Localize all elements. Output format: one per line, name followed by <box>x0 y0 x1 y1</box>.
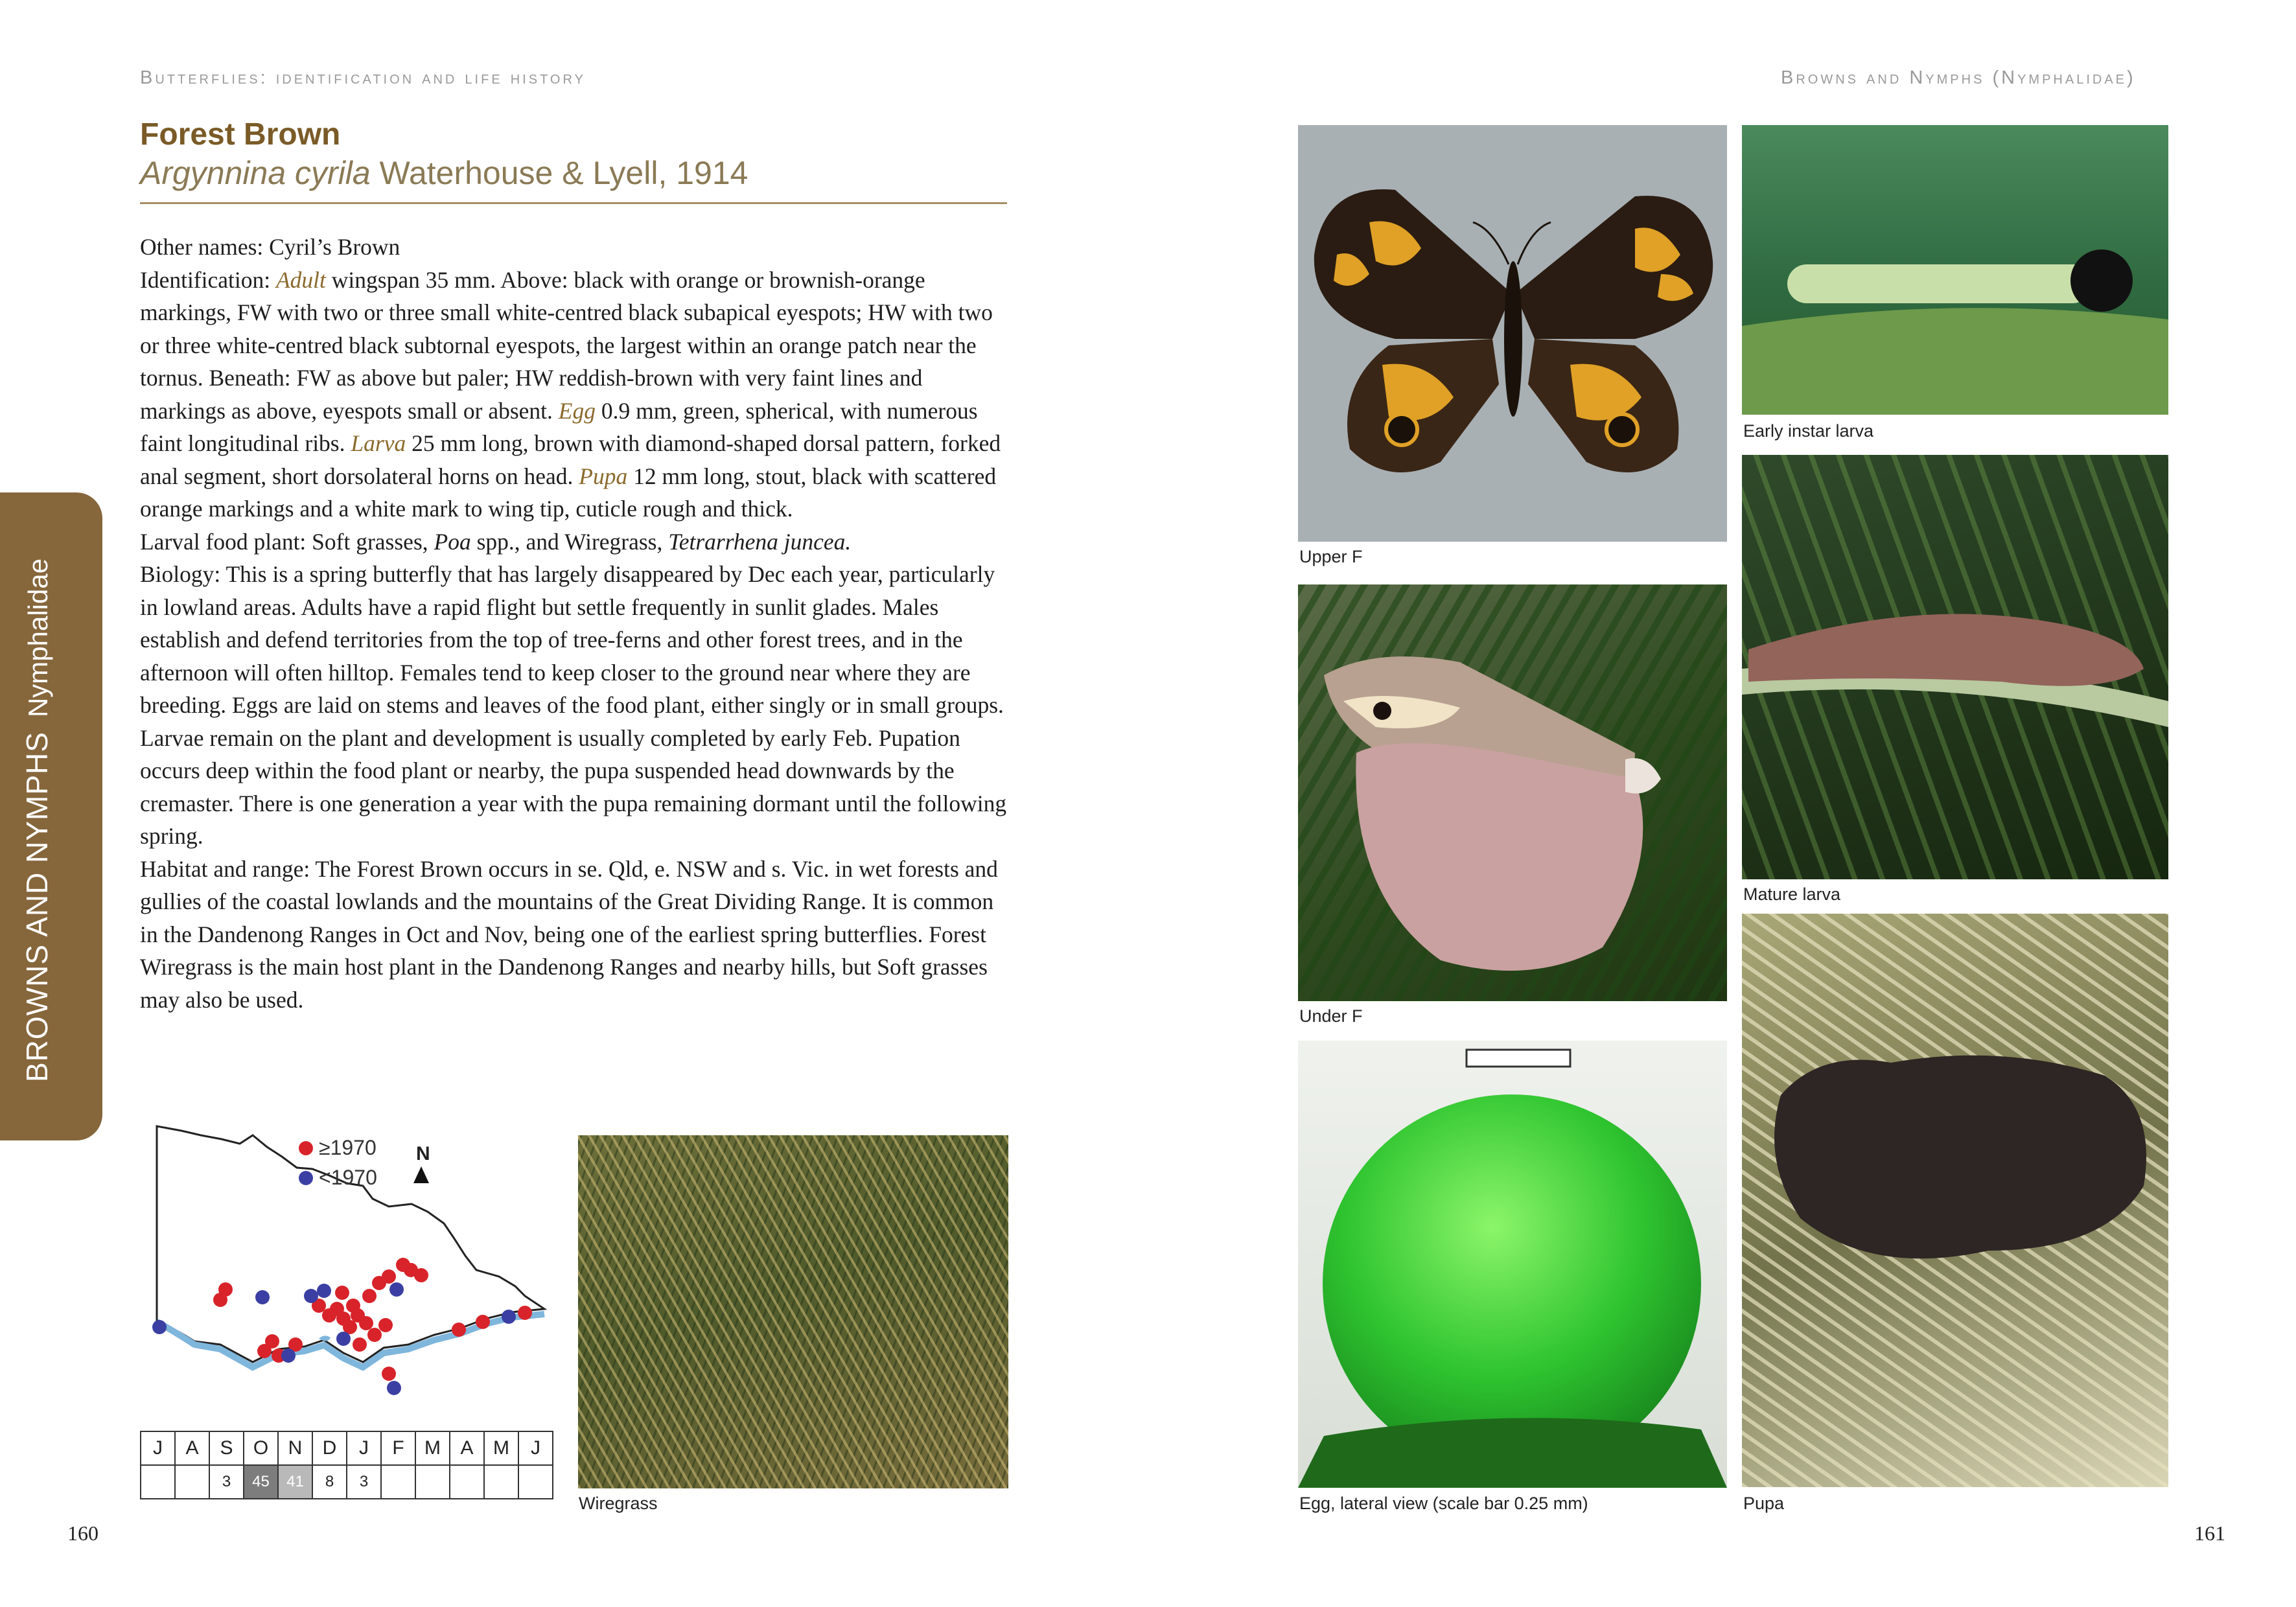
running-head-right: Browns and Nymphs (Nymphalidae) <box>1781 67 2136 88</box>
egg-illustration <box>1298 1041 1727 1488</box>
pupa-label: Pupa <box>579 463 628 489</box>
heading-rule <box>140 202 1007 204</box>
species-scientific-name: Argynnina cyrila <box>140 155 371 191</box>
species-authority: Waterhouse & Lyell, 1914 <box>379 155 748 191</box>
egg-label: Egg <box>558 397 596 424</box>
habitat-paragraph: Habitat and range: The Forest Brown occurs in se. Qld, e. NSW and s. Vic. in wet forests and gullies of the coastal lowlands and the mountains of the Great Dividing Range. It is common in the Dandenong Ranges in Oct and Nov, being one of the earliest spring butterflies. Forest Wiregrass is the main host plant in the Dandenong Ranges and nearby hills, but Soft grasses may also be used. <box>140 855 998 1013</box>
legend-recent-dot <box>299 1141 313 1155</box>
page-number-right: 161 <box>2194 1521 2225 1545</box>
egg-photo <box>1298 1041 1727 1488</box>
count-row: 3 45 41 8 3 <box>141 1465 553 1499</box>
running-head-left: Butterflies: identification and life history <box>140 67 586 88</box>
caption-upper-f: Upper F <box>1299 547 1363 566</box>
pupa-illustration <box>1742 914 2168 1487</box>
north-arrow-icon <box>413 1166 429 1183</box>
species-description <box>140 231 1008 1016</box>
underside-female-photo <box>1298 584 1727 1001</box>
larva-label: Larva <box>351 430 406 456</box>
butterfly-underside-icon <box>1298 584 1727 1001</box>
map-legend <box>299 1136 430 1189</box>
caption-pupa: Pupa <box>1743 1494 1785 1513</box>
scale-bar <box>1467 1050 1570 1067</box>
legend-recent-label: ≥1970 <box>319 1136 377 1159</box>
biology-paragraph: Biology: This is a spring butterfly that has largely disappeared by Dec each year, particularly in lowland areas. Adults have a rapid flight but settle frequently in sunlit glades. Males establish and defend territories from the top of tree-ferns and other forest trees, and in the afternoon will often hilltop. Females tend to keep closer to the ground near where they are breeding. Eggs are laid on stems and leaves of the food plant, either singly or in small groups. Larvae remain on the plant and development is usually completed by early Feb. Pupation occurs deep within the food plant or nearby, the pupa suspended head downwards by the cremaster. There is one generation a year with the pupa remaining dormant until the following spring. <box>140 561 1007 849</box>
flight-period-table <box>140 1431 553 1499</box>
butterfly-upperside-icon <box>1298 125 1727 542</box>
month-row: J A S O N D J F M A M J <box>141 1431 553 1465</box>
mature-larva-illustration <box>1742 455 2168 879</box>
caption-early-larva: Early instar larva <box>1743 421 1874 441</box>
caption-mature-larva: Mature larva <box>1743 884 1841 904</box>
legend-old-dot <box>299 1171 313 1185</box>
side-tab-label: BROWNS AND NYMPHSNymphalidae <box>20 558 54 1082</box>
caption-egg: Egg, lateral view (scale bar 0.25 mm) <box>1299 1494 1588 1513</box>
page-number-left: 160 <box>67 1521 99 1545</box>
mature-larva-photo <box>1742 455 2168 879</box>
larva-illustration <box>1742 125 2168 415</box>
north-label: N <box>416 1143 430 1164</box>
other-names: Other names: Cyril’s Brown <box>140 234 400 260</box>
species-scientific-line <box>140 154 748 192</box>
species-common-name: Forest Brown <box>140 117 341 152</box>
food-plant-paragraph: Larval food plant: Soft grasses, Poa spp., and Wiregrass, Tetrarrhena juncea. <box>140 528 852 555</box>
distribution-map <box>149 1121 564 1413</box>
caption-wiregrass: Wiregrass <box>579 1494 658 1513</box>
pupa-photo <box>1742 914 2168 1487</box>
caption-under-f: Under F <box>1299 1006 1363 1026</box>
legend-old-label: <1970 <box>319 1166 377 1189</box>
upperside-female-photo <box>1298 125 1727 542</box>
adult-label: Adult <box>275 266 326 293</box>
identification-paragraph: Identification: Adult wingspan 35 mm. Above: black with orange or brownish-orange markings, FW with two or three small white-centred black subapical eyespots; HW with two or three white-centred black subtornal eyespots, the largest within an orange patch near the tornus. Beneath: FW as above but paler; HW reddish-brown with very faint lines and markings as above, eyespots small or absent. Egg 0.9 mm, green, spherical, with numerous faint longitudinal ribs. Larva 25 mm long, brown with diamond-shaped dorsal pattern, forked anal segment, short dorsolateral horns on head. Pupa 12 mm long, stout, black with scattered orange markings and a white mark to wing tip, cuticle rough and thick. <box>140 266 1001 522</box>
early-larva-photo <box>1742 125 2168 415</box>
wiregrass-photo <box>578 1135 1008 1488</box>
